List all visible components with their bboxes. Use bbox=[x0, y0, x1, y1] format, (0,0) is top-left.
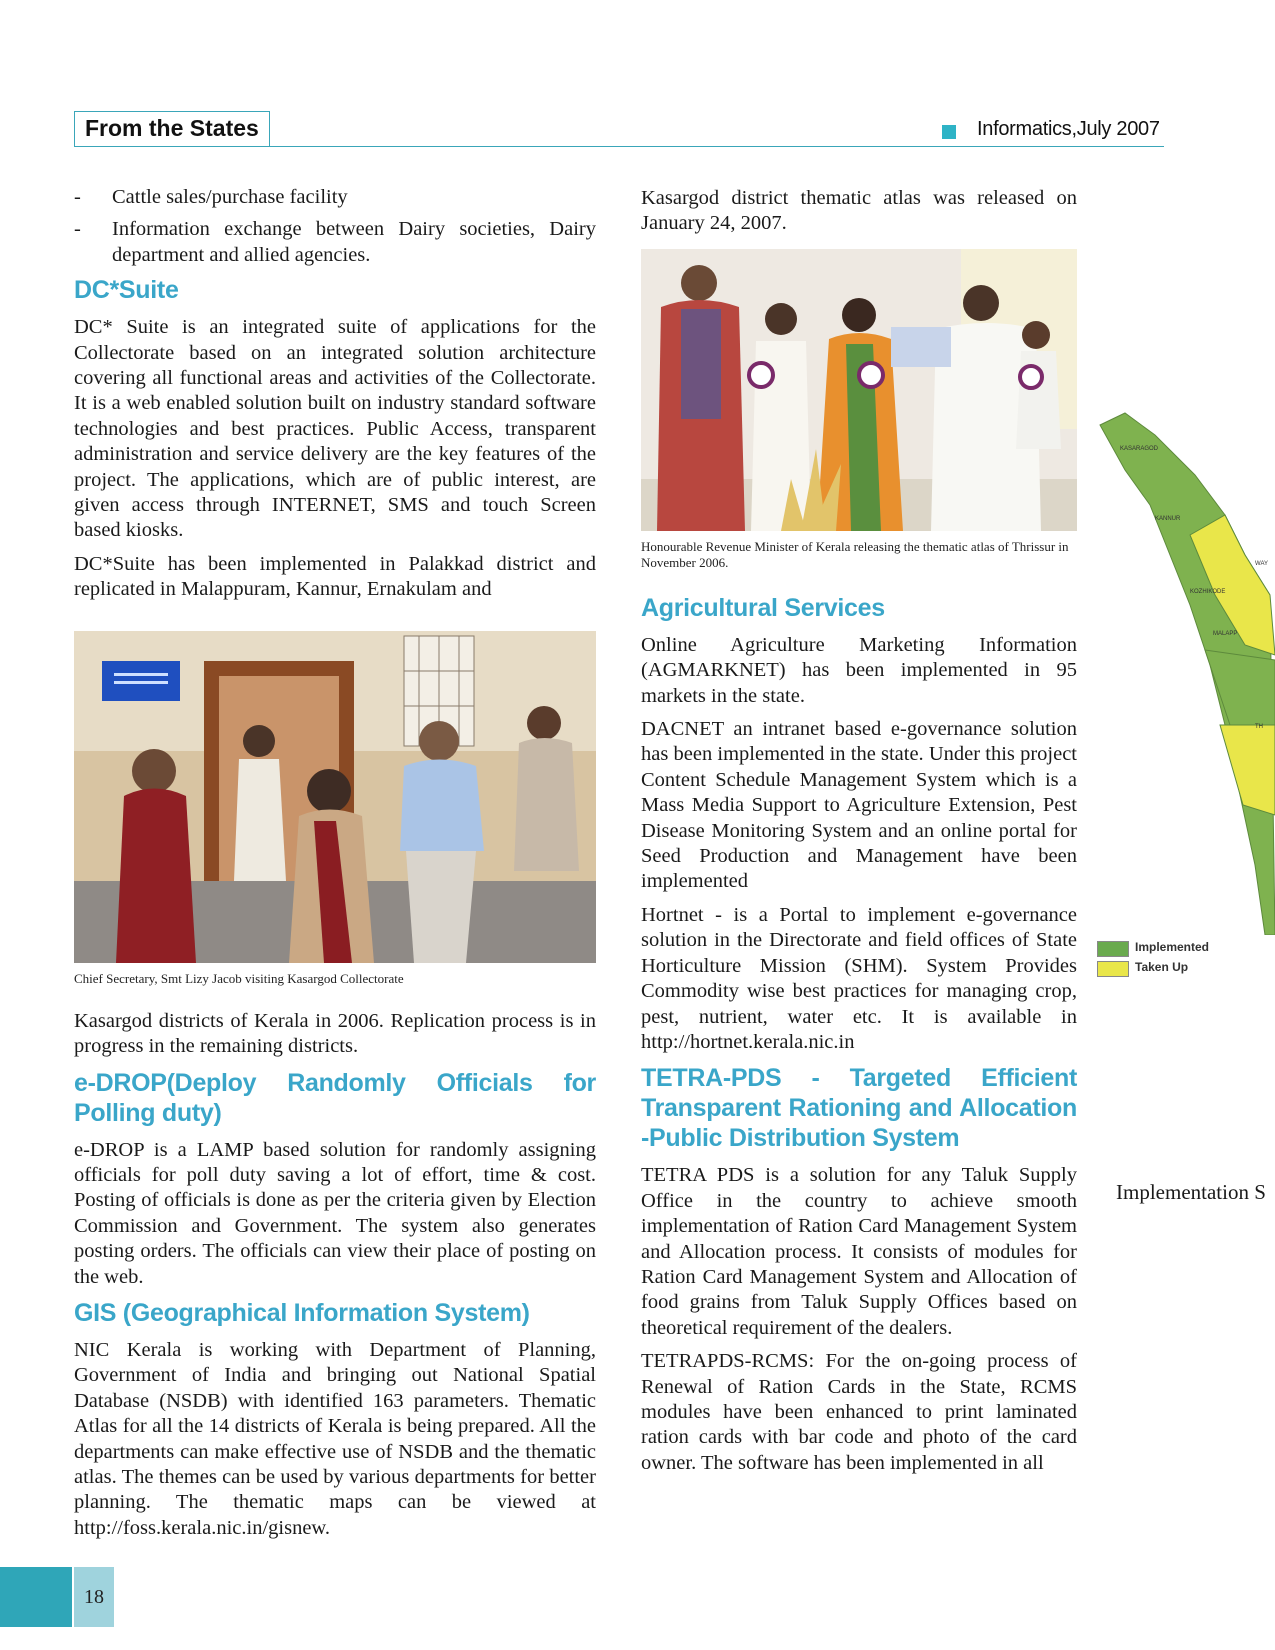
photo-illustration bbox=[641, 249, 1077, 531]
paragraph: TETRA PDS is a solution for any Taluk Supply Office in the country to achieve smooth implementation of Ration Card Management System and Allocation process. It consists of modules for Ration Card Management System and Allocation of food grains from Taluk Supply Offices based on theoretical requirement of the dealers. bbox=[641, 1164, 1077, 1339]
paragraph: Online Agriculture Marketing Information (AGMARKNET) has been implemented in 95 markets in the state. bbox=[641, 633, 1077, 707]
paragraph: Kasargod districts of Kerala in 2006. Replication process is in progress in the remaining districts. bbox=[74, 1009, 596, 1058]
legend-swatch bbox=[1097, 961, 1129, 977]
kerala-map bbox=[1095, 395, 1275, 935]
paragraph: Hortnet - is a Portal to implement e-governance solution in the Directorate and field offices of State Horticulture Mission (SHM). System Provides Commodity wise best practices for managing crop, pest, nutrient, water etc. It is available in http://hortnet.kerala.nic.in bbox=[641, 903, 1077, 1053]
paragraph: NIC Kerala is working with Department of Planning, Government of India and bringing out National Spatial Database (NSDB) with identified 163 parameters. Thematic Atlas for all the 14 districts of Kerala is being prepared. All the departments can make effective use of NSDB and the thematic atlas. The themes can be used by various departments for better planning. The thematic maps can be viewed at http://foss.kerala.nic.in/gisnew. bbox=[74, 1338, 596, 1539]
left-column bbox=[74, 185, 596, 1549]
header-square-icon bbox=[942, 125, 956, 139]
issue-label: Informatics,July 2007 bbox=[977, 118, 1160, 140]
heading-dcsuite: DC*Suite bbox=[74, 276, 179, 305]
paragraph: TETRAPDS-RCMS: For the on-going process of Renewal of Ration Cards in the State, RCMS modules have been enhanced to print laminated ration cards with bar code and photo of the card owner. The software has been implemented in all bbox=[641, 1350, 1077, 1474]
list-item: - Cattle sales/purchase facility bbox=[74, 186, 348, 208]
paragraph: Kasargod district thematic atlas was released on January 24, 2007. bbox=[641, 187, 1077, 235]
map-label: TH bbox=[1255, 724, 1263, 730]
map-label: WAY bbox=[1255, 561, 1268, 567]
paragraph: DC*Suite has been implemented in Palakkad district and replicated in Malappuram, Kannur, Ernakulam and bbox=[74, 552, 596, 601]
legend-implemented: Implemented bbox=[1135, 940, 1209, 954]
heading-agri: Agricultural Services bbox=[641, 593, 885, 622]
section-title: From the States bbox=[74, 111, 270, 147]
map-label: KANNUR bbox=[1155, 516, 1181, 522]
middle-column bbox=[641, 186, 1077, 1484]
map-illustration bbox=[1095, 395, 1275, 935]
paragraph: DACNET an intranet based e-governance solution has been implemented in the state. Under this project Content Schedule Management System which is a Mass Media Support to Agriculture Extension, Pest Disease Monitoring System and an online portal for Seed Production and Management have been implemented bbox=[641, 718, 1077, 893]
map-caption: Implementation S bbox=[1116, 1180, 1266, 1204]
heading-gis: GIS (Geographical Information System) bbox=[74, 1298, 530, 1327]
paragraph: DC* Suite is an integrated suite of applications for the Collectorate based on an integrated solution architecture covering all functional areas and activities of the Collectorate. It is a web enabled solution built on industry standard software technologies and best practices. Public Access, transparent administration and service delivery are the key features of the project. The applications, which are of public interest, are given access through INTERNET, SMS and touch Screen based kiosks. bbox=[74, 316, 596, 542]
page-number: 18 bbox=[74, 1567, 114, 1627]
map-label: KOZHIKODE bbox=[1190, 589, 1226, 595]
list-item: - Information exchange between Dairy societies, Dairy department and allied agencies. bbox=[74, 218, 596, 266]
photo-atlas-release bbox=[641, 249, 1077, 531]
photo-collectorate-visit bbox=[74, 631, 596, 963]
heading-edrop: e-DROP(Deploy Randomly Officials for Polling duty) bbox=[74, 1068, 596, 1127]
header-rule bbox=[270, 146, 1164, 147]
footer-accent bbox=[0, 1567, 72, 1627]
map-label: KASARAGOD bbox=[1120, 446, 1159, 452]
legend-taken-up: Taken Up bbox=[1135, 960, 1188, 974]
paragraph: e-DROP is a LAMP based solution for randomly assigning officials for poll duty saving a lot of effort, time & cost. Posting of officials is done as per the criteria given by Election Commission and Government. The system also generates posting orders. The officials can view their place of posting on the web. bbox=[74, 1138, 596, 1288]
photo-caption: Honourable Revenue Minister of Kerala releasing the thematic atlas of Thrissur in November 2006. bbox=[641, 538, 1069, 570]
bullet-list bbox=[74, 185, 596, 268]
photo-illustration bbox=[74, 631, 596, 963]
map-label: MALAPP bbox=[1213, 631, 1238, 637]
heading-tetra: TETRA-PDS - Targeted Efficient Transparent Rationing and Allocation -Public Distribution System bbox=[641, 1064, 1077, 1153]
legend-swatch bbox=[1097, 941, 1129, 957]
photo-caption: Chief Secretary, Smt Lizy Jacob visiting Kasargod Collectorate bbox=[74, 970, 404, 986]
